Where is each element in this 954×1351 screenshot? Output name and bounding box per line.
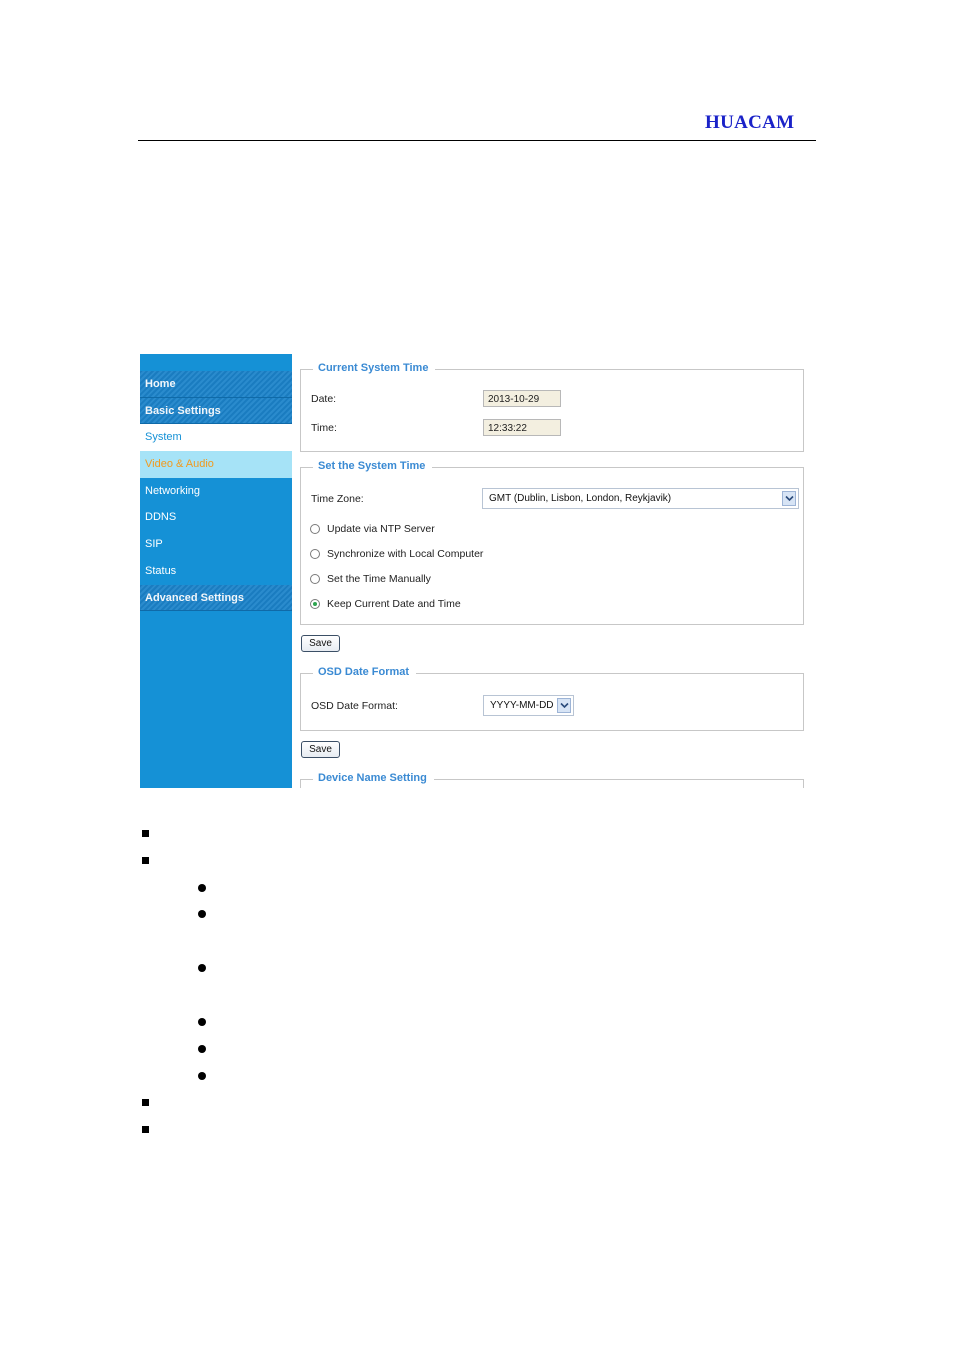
sidebar-top-strip xyxy=(140,354,292,371)
osd-date-format-legend: OSD Date Format xyxy=(313,666,416,678)
round-bullet-icon xyxy=(198,884,206,892)
round-bullet-icon xyxy=(198,1045,206,1053)
sidebar-item-advanced-settings[interactable]: Advanced Settings xyxy=(140,585,292,612)
radio-button[interactable] xyxy=(310,549,320,559)
sidebar-item-home[interactable]: Home xyxy=(140,371,292,398)
sidebar-item-system[interactable]: System xyxy=(140,424,292,451)
sidebar-item-status[interactable]: Status xyxy=(145,564,177,577)
radio-label: Set the Time Manually xyxy=(327,573,431,585)
osd-date-format-label: OSD Date Format: xyxy=(311,700,398,712)
web-ui-screenshot xyxy=(140,354,804,788)
chevron-down-icon[interactable] xyxy=(557,698,571,713)
radio-sync-local-computer[interactable] xyxy=(310,547,483,561)
chevron-down-icon[interactable] xyxy=(782,491,796,506)
radio-label: Keep Current Date and Time xyxy=(327,598,461,610)
round-bullet-icon xyxy=(198,1072,206,1080)
device-name-setting-group xyxy=(300,772,804,788)
settings-content xyxy=(300,354,804,788)
current-system-time-group xyxy=(300,362,804,452)
date-field[interactable]: 2013-10-29 xyxy=(483,390,561,407)
round-bullet-icon xyxy=(198,1018,206,1026)
timezone-select-value: GMT (Dublin, Lisbon, London, Reykjavik) xyxy=(489,493,672,504)
sidebar-item-ddns[interactable]: DDNS xyxy=(145,511,177,524)
timezone-label: Time Zone: xyxy=(311,493,364,505)
time-label: Time: xyxy=(311,422,337,434)
square-bullet-icon xyxy=(142,1126,149,1133)
radio-button[interactable] xyxy=(310,524,320,534)
round-bullet-icon xyxy=(198,910,206,918)
date-label: Date: xyxy=(311,393,337,405)
radio-label: Synchronize with Local Computer xyxy=(327,548,484,560)
save-time-button[interactable]: Save xyxy=(301,635,340,652)
sidebar xyxy=(140,354,292,788)
sidebar-item-networking[interactable]: Networking xyxy=(145,484,201,497)
timezone-select[interactable] xyxy=(482,488,799,509)
square-bullet-icon xyxy=(142,1099,149,1106)
sidebar-item-video-audio[interactable]: Video & Audio xyxy=(140,451,292,478)
header-rule xyxy=(138,140,816,141)
osd-date-format-select[interactable] xyxy=(483,695,574,716)
square-bullet-icon xyxy=(142,830,149,837)
osd-date-format-group xyxy=(300,666,804,731)
osd-date-format-value: YYYY-MM-DD xyxy=(490,700,554,711)
round-bullet-icon xyxy=(198,964,206,972)
save-osd-button[interactable]: Save xyxy=(301,741,340,758)
brand-logo: HUACAM xyxy=(705,112,795,133)
sidebar-item-sip[interactable]: SIP xyxy=(145,538,163,551)
radio-button[interactable] xyxy=(310,574,320,584)
current-system-time-legend: Current System Time xyxy=(313,362,435,374)
set-system-time-group xyxy=(300,460,804,625)
radio-keep-current[interactable] xyxy=(310,597,461,611)
radio-set-manually[interactable] xyxy=(310,572,431,586)
radio-label: Update via NTP Server xyxy=(327,523,435,535)
sidebar-item-basic-settings[interactable]: Basic Settings xyxy=(140,398,292,425)
radio-button-selected[interactable] xyxy=(310,599,320,609)
radio-ntp-server[interactable] xyxy=(310,522,435,536)
set-system-time-legend: Set the System Time xyxy=(313,460,432,472)
square-bullet-icon xyxy=(142,857,149,864)
time-field[interactable]: 12:33:22 xyxy=(483,419,561,436)
device-name-setting-legend: Device Name Setting xyxy=(313,772,434,784)
